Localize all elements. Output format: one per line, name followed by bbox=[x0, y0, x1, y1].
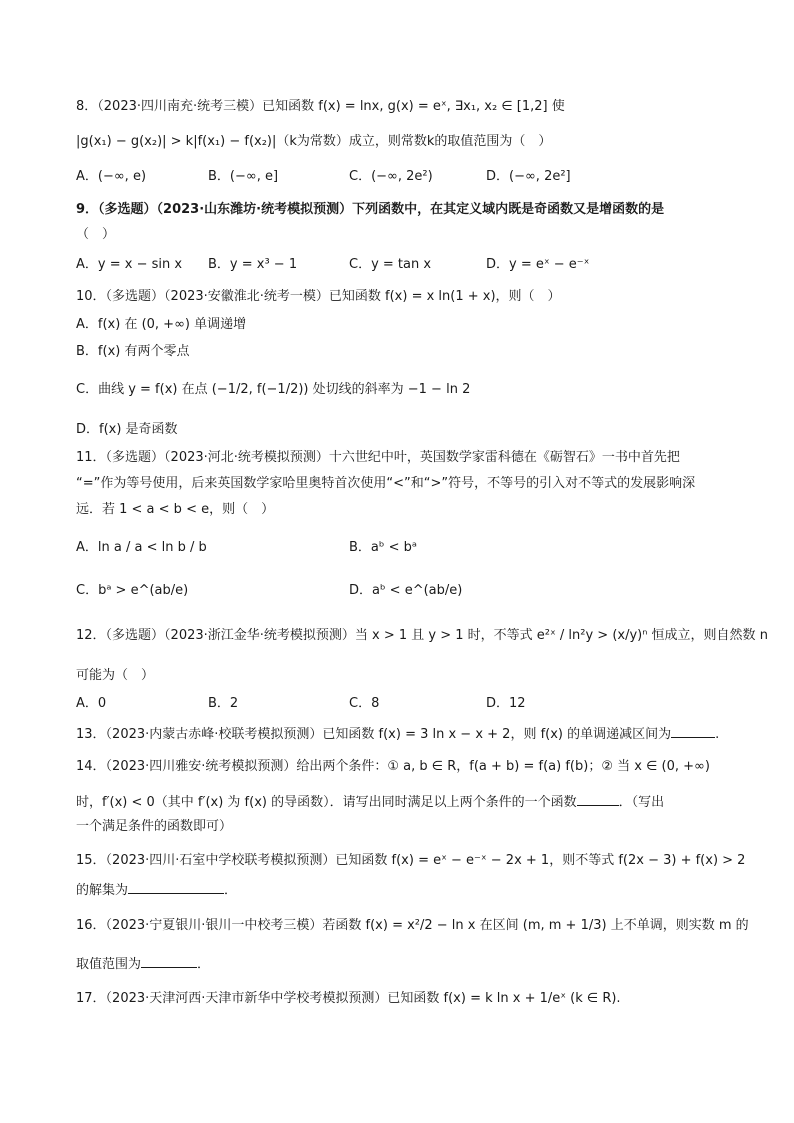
q14-answer-blank[interactable] bbox=[577, 792, 619, 806]
q15-text-b: ． bbox=[224, 883, 238, 898]
q13-text: 13．（2023·内蒙古赤峰·校联考模拟预测）已知函数 f(x) = 3 ln x − x + 2，则 f(x) 的单调递减区间为 bbox=[76, 727, 672, 742]
q11-option-d[interactable]: D．aᵇ < e^(ab/e) bbox=[349, 583, 463, 598]
q8-option-d[interactable]: D．(−∞, 2e²] bbox=[486, 169, 571, 184]
q16-text-b: ． bbox=[197, 957, 211, 972]
q10-stem-line1: 10．（多选题）（2023·安徽淮北·统考一模）已知函数 f(x) = x ln(1 + x)，则（ ） bbox=[76, 289, 561, 304]
q15-answer-blank[interactable] bbox=[128, 880, 224, 894]
q13-stem bbox=[76, 724, 724, 744]
q10-option-c[interactable]: C．曲线 y = f(x) 在点 (−1/2, f(−1/2)) 处切线的斜率为 −1 − ln 2 bbox=[76, 382, 471, 397]
q11-option-b[interactable]: B．aᵇ < bᵃ bbox=[349, 540, 417, 555]
q9-stem-line1: 9．（多选题）（2023·山东潍坊·统考模拟预测）下列函数中，在其定义域内既是奇函数又是增函数的是 bbox=[76, 202, 665, 217]
q13-tail: . bbox=[715, 727, 720, 742]
q12-option-a[interactable]: A．0 bbox=[76, 696, 107, 711]
q12-stem-line1: 12．（多选题）（2023·浙江金华·统考模拟预测）当 x > 1 且 y > 1 时，不等式 e²ˣ / ln²y > (x/y)ⁿ 恒成立，则自然数 n bbox=[76, 628, 768, 643]
q10-option-b[interactable]: B．f(x) 有两个零点 bbox=[76, 344, 190, 359]
q16-text-a: 取值范围为 bbox=[76, 957, 142, 972]
q14-text-a: 时，f′(x) < 0（其中 f′(x) 为 f(x) 的导函数）．请写出同时满足以上两个条件的一个函数 bbox=[76, 795, 577, 810]
q9-option-d[interactable]: D．y = eˣ − e⁻ˣ bbox=[486, 257, 590, 272]
q16-stem-line1: 16．（2023·宁夏银川·银川一中校考三模）若函数 f(x) = x²/2 − ln x 在区间 (m, m + 1/3) 上不单调，则实数 m 的 bbox=[76, 918, 749, 933]
q9-option-b[interactable]: B．y = x³ − 1 bbox=[208, 257, 298, 272]
q8-option-a[interactable]: A．(−∞, e) bbox=[76, 169, 147, 184]
q8-stem-line1: 8．（2023·四川南充·统考三模）已知函数 f(x) = lnx, g(x) = eˣ, ∃x₁, x₂ ∈ [1,2] 使 bbox=[76, 99, 565, 114]
q11-stem-line3: 远．若 1 < a < b < e，则（ ） bbox=[76, 502, 275, 517]
q16-stem-line2 bbox=[76, 954, 724, 974]
q11-stem-line1: 11．（多选题）（2023·河北·统考模拟预测）十六世纪中叶，英国数学家雷科德在《砺智石》一书中首先把 bbox=[76, 450, 680, 465]
q14-stem-line1: 14．（2023·四川雅安·统考模拟预测）给出两个条件：① a, b ∈ R，f(a + b) = f(a) f(b)；② 当 x ∈ (0, +∞) bbox=[76, 759, 710, 774]
q12-option-d[interactable]: D．12 bbox=[486, 696, 526, 711]
q16-answer-blank[interactable] bbox=[141, 954, 197, 968]
q9-stem-line2: （ ） bbox=[76, 227, 116, 242]
q15-stem-line1: 15．（2023·四川·石室中学校联考模拟预测）已知函数 f(x) = eˣ − e⁻ˣ − 2x + 1，则不等式 f(2x − 3) + f(x) > 2 bbox=[76, 853, 746, 868]
q8-stem-line2: |g(x₁) − g(x₂)| > k|f(x₁) − f(x₂)|（k为常数）成立，则常数k的取值范围为（ ） bbox=[76, 134, 552, 149]
q11-option-a[interactable]: A．ln a / a < ln b / b bbox=[76, 540, 207, 555]
q15-stem-line2 bbox=[76, 880, 724, 900]
q8-option-b[interactable]: B．(−∞, e] bbox=[208, 169, 279, 184]
q8-option-c[interactable]: C．(−∞, 2e²) bbox=[349, 169, 433, 184]
q17-stem-line1: 17．（2023·天津河西·天津市新华中学校考模拟预测）已知函数 f(x) = k ln x + 1/eˣ (k ∈ R). bbox=[76, 991, 621, 1006]
q9-option-a[interactable]: A．y = x − sin x bbox=[76, 257, 183, 272]
q14-stem-line2 bbox=[76, 792, 724, 812]
q10-option-d[interactable]: D．f(x) 是奇函数 bbox=[76, 422, 178, 437]
q9-option-c[interactable]: C．y = tan x bbox=[349, 257, 432, 272]
q12-option-b[interactable]: B．2 bbox=[208, 696, 239, 711]
q11-option-c[interactable]: C．bᵃ > e^(ab/e) bbox=[76, 583, 189, 598]
q14-stem-line3: 一个满足条件的函数即可） bbox=[76, 819, 233, 834]
q12-stem-line2: 可能为（ ） bbox=[76, 668, 155, 683]
q10-option-a[interactable]: A．f(x) 在 (0, +∞) 单调递增 bbox=[76, 317, 247, 332]
q12-option-c[interactable]: C．8 bbox=[349, 696, 380, 711]
q13-answer-blank[interactable] bbox=[671, 724, 715, 738]
q14-text-b: ．（写出 bbox=[618, 795, 665, 810]
q15-text-a: 的解集为 bbox=[76, 883, 129, 898]
q11-stem-line2: “=”作为等号使用，后来英国数学家哈里奥特首次使用“<”和“>”符号，不等号的引入对不等式的发展影响深 bbox=[76, 476, 696, 491]
